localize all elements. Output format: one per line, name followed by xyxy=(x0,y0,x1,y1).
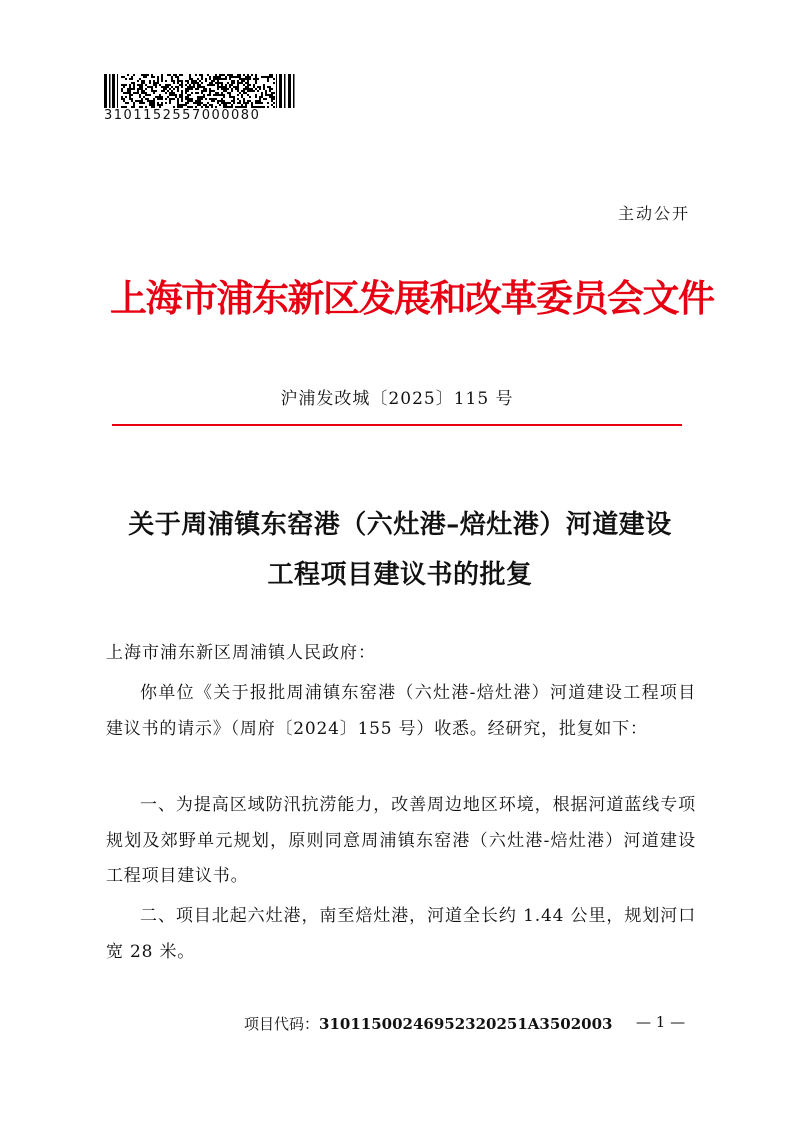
project-code-label: 项目代码： xyxy=(244,1015,320,1033)
document-number: 沪浦发改城〔2025〕115 号 xyxy=(280,389,514,409)
salutation: 上海市浦东新区周浦镇人民政府： xyxy=(106,643,376,663)
project-code xyxy=(244,1013,612,1034)
disclosure-label: 主动公开 xyxy=(617,204,690,223)
red-divider-line xyxy=(112,424,682,426)
body-paragraph: 一、为提高区域防汛抗涝能力，改善周边地区环境，根据河道蓝线专项规划及郊野单元规划，原则同意周浦镇东窑港（六灶港-焙灶港）河道建设工程项目建议书。 xyxy=(106,795,696,886)
document-header-title: 上海市浦东新区发展和改革委员会文件 xyxy=(110,276,714,320)
barcode-image xyxy=(104,74,296,108)
body-paragraph: 你单位《关于报批周浦镇东窑港（六灶港-焙灶港）河道建设工程项目建议书的请示》（周府〔2024〕155 号）收悉。经研究，批复如下： xyxy=(106,683,696,739)
document-title-line-1: 关于周浦镇东窑港（六灶港–焙灶港）河道建设 xyxy=(128,510,672,540)
barcode-number: 3101152557000080 xyxy=(104,108,261,123)
document-title-line-2: 工程项目建议书的批复 xyxy=(267,560,533,590)
page-number: — 1 — xyxy=(636,1013,686,1031)
project-code-value: 31011500246952320251A3502003 xyxy=(319,1015,613,1033)
body-paragraph: 二、项目北起六灶港，南至焙灶港，河道全长约 1.44 公里，规划河口宽 28 米。 xyxy=(106,906,696,962)
